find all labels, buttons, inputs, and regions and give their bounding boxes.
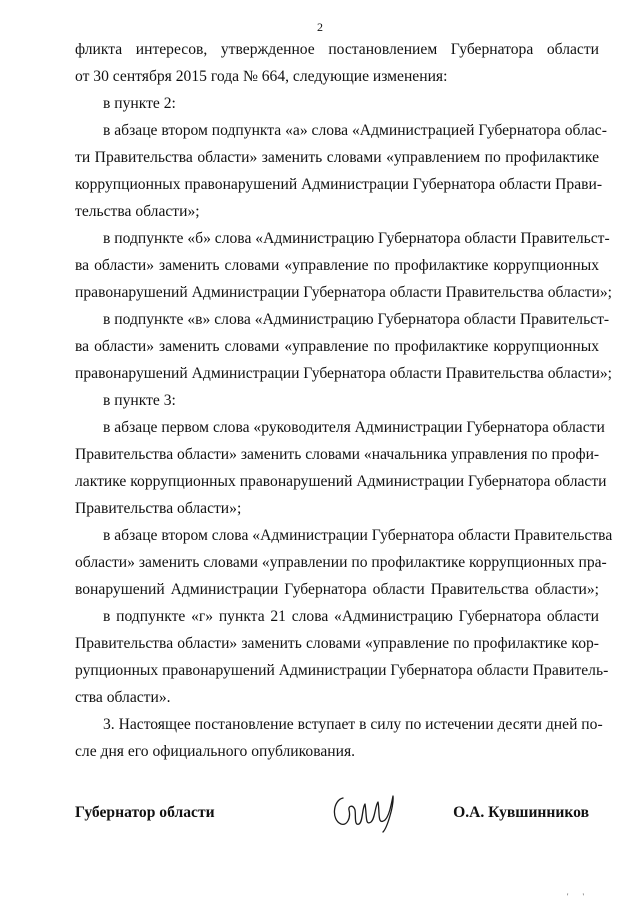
handwritten-signature [325, 786, 405, 836]
text-line: коррупционных правонарушений Администрации Губернатора области Прави- [75, 176, 603, 193]
text-line: ти Правительства области» заменить словами «управлением по профилактике [75, 149, 599, 166]
text-line: от 30 сентября 2015 года № 664, следующие изменения: [75, 68, 448, 85]
text-line: тельства области»; [75, 203, 200, 220]
text-line: в подпункте «г» пункта 21 слова «Администрацию Губернатора области [103, 608, 599, 625]
page-number: 2 [317, 20, 323, 34]
text-line: в абзаце первом слова «руководителя Администрации Губернатора области [103, 419, 605, 436]
text-line: Правительства области» заменить словами «управление по профилактике кор- [75, 635, 599, 652]
text-line: сле дня его официального опубликования. [75, 743, 356, 760]
text-line: в абзаце втором подпункта «а» слова «Администрацией Губернатора облас- [103, 122, 607, 139]
text-line: ства области». [75, 689, 171, 706]
text-line: области» заменить словами «управлении по профилактике коррупционных пра- [75, 554, 607, 571]
signature-block [75, 786, 599, 836]
signatory-name: О.А. Кувшинников [453, 804, 589, 821]
text-line: в пункте 3: [103, 392, 176, 409]
text-line: правонарушений Администрации Губернатора области Правительства области»; [75, 365, 612, 382]
text-line: фликта интересов, утвержденное постановлением Губернатора области [75, 41, 599, 58]
corner-mark: ' ' [567, 892, 590, 901]
text-line: в подпункте «б» слова «Администрацию Губернатора области Правительст- [103, 230, 610, 247]
text-line: в пункте 2: [103, 95, 176, 112]
text-line: правонарушений Администрации Губернатора области Правительства области»; [75, 284, 612, 301]
text-line: ва области» заменить словами «управление по профилактике коррупционных [75, 257, 599, 274]
text-line: рупционных правонарушений Администрации Губернатора области Правитель- [75, 662, 609, 679]
text-line: лактике коррупционных правонарушений Администрации Губернатора области [75, 473, 607, 490]
text-line: ва области» заменить словами «управление по профилактике коррупционных [75, 338, 599, 355]
text-line: в подпункте «в» слова «Администрацию Губернатора области Правительст- [103, 311, 610, 328]
text-line: Правительства области»; [75, 500, 242, 517]
text-line: Правительства области» заменить словами «начальника управления по профи- [75, 446, 600, 463]
text-line: в абзаце втором слова «Администрации Губернатора области Правительства [103, 527, 613, 544]
text-line: 3. Настоящее постановление вступает в силу по истечении десяти дней по- [103, 716, 603, 733]
text-line: вонарушений Администрации Губернатора области Правительства области»; [75, 581, 599, 598]
document-body [75, 36, 613, 765]
signatory-position: Губернатор области [75, 804, 215, 821]
